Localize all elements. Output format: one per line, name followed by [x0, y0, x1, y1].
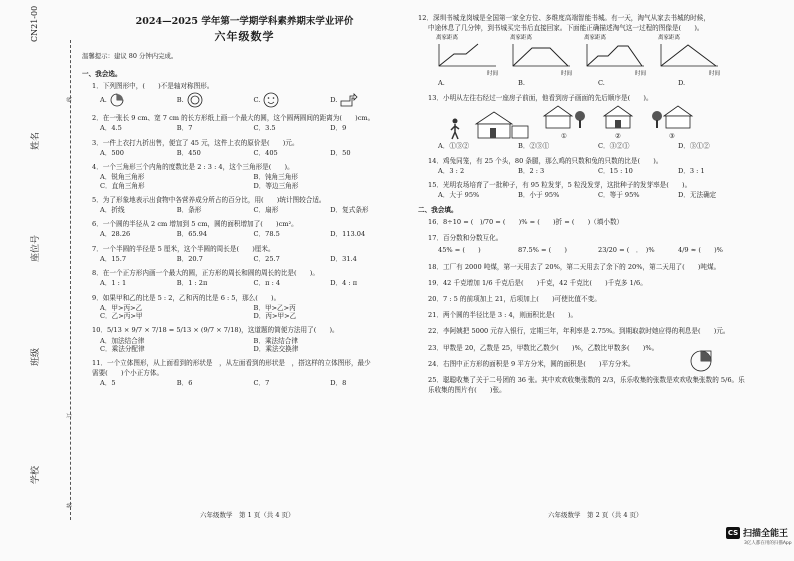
option-b: B．钝角三角形	[253, 173, 298, 182]
option-a: A．大于 95%	[438, 191, 480, 200]
question-22: 22．李阿姨把 5000 元存入银行，定期三年，年利率是 2.75%。到期取款时她应得的利息是( )元。	[428, 327, 730, 336]
option-a: A．5	[100, 379, 116, 388]
question-12-line-2: 中途休息了几分钟，到书城买完书后直接回家。下面能正确描述淘气这一过程的图像是( )。	[428, 24, 704, 33]
graph-x-label: 时间	[708, 70, 720, 77]
option-c: C．405	[253, 148, 278, 157]
question-25-line-2: 乐收集的图片有( )张。	[428, 386, 506, 395]
option-b: B．甲>乙>丙	[253, 303, 296, 312]
binding-cut-line	[70, 40, 71, 520]
question-5: 5．为了形象地表示出食物中各营养成分所占的百分比，用( )统计图较合适。	[92, 195, 326, 204]
scanner-subtitle: 3亿人都在用的扫描App	[743, 541, 792, 546]
class-label: 班级	[31, 347, 41, 366]
option-c: C．乘法分配律	[100, 344, 145, 353]
option-b: B．7	[176, 124, 193, 133]
house-front-icon	[472, 110, 532, 140]
option-b: B．1 : 2π	[176, 279, 208, 288]
question-18: 18．工厂有 2000 吨煤，第一天用去了 20%，第二天用去了余下的 20%，第二天用了( )吨煤。	[428, 262, 721, 271]
option-c: C．25.7	[253, 254, 280, 263]
question-4: 4．一个三角形三个内角的度数比是 2 : 3 : 4，这个三角形是( )。	[92, 163, 294, 172]
option-a: A．500	[100, 148, 124, 157]
question-3-options	[100, 149, 407, 157]
question-7: 7．一个半圆的半径是 5 厘米，这个半圆的周长是( )厘米。	[92, 244, 275, 253]
binding-mark-ding: 订	[67, 412, 73, 418]
exam-tip: 温馨提示：建议 80 分钟内完成。	[82, 51, 178, 60]
option-d: D．8	[330, 379, 347, 388]
question-8-options	[100, 279, 407, 287]
option-c: C．3.5	[253, 124, 276, 133]
option-d: D．9	[330, 124, 347, 133]
page-2-footer: 六年级数学 第 2 页（共 4 页）	[548, 511, 643, 519]
question-16: 16．8÷10 = ( )/70 = ( )% = ( )折 = ( )（填小数）	[428, 217, 624, 226]
option-d: D．31.4	[330, 254, 357, 263]
option-a: A.	[438, 79, 445, 88]
section-1-title: 一、我会选。	[82, 69, 122, 78]
house-view-3-icon	[650, 104, 694, 130]
arrow-step-shape-icon	[340, 93, 358, 107]
exam-page-2	[418, 14, 758, 403]
option-c: C.	[254, 92, 331, 108]
question-13: 13．小明从左往右经过一座房子前面，他看到房子画面的先后顺序是( )。	[428, 93, 653, 102]
house-view-1-icon	[542, 104, 586, 130]
option-a: A．28.26	[100, 230, 131, 239]
option-b: B．乘法结合律	[253, 336, 298, 345]
option-c: C．π : 4	[253, 279, 281, 288]
option-d: D．113.04	[330, 230, 366, 239]
option-d: D．3 : 1	[678, 166, 705, 175]
seat-number-label: 座位号	[31, 234, 41, 262]
question-11-options	[100, 379, 407, 387]
question-14: 14．鸡兔同笼，有 25 个头，80 条腿，那么鸡的只数和兔的只数的比是( )。	[428, 156, 663, 165]
scanner-title: 扫描全能王	[742, 529, 788, 539]
pacman-shape-icon	[110, 93, 124, 107]
question-12-line-1: 12．深圳书城龙岗城是全国第一家全方位、多维度高端智能书城。有一天，淘气从家去书城的时候，	[418, 14, 710, 22]
graph-c	[584, 35, 646, 77]
question-21: 21．两个圆的半径比是 3 : 4，则面积比是( )。	[428, 311, 578, 320]
option-d: D．③①②	[678, 142, 710, 151]
option-b: B．450	[176, 148, 201, 157]
option-a: A．折线	[100, 205, 125, 214]
option-d: D．丙>甲>乙	[253, 312, 297, 321]
house-view-2: ②	[596, 104, 640, 140]
option-c: C．乙>丙>甲	[100, 312, 143, 321]
option-a: A．锐角三角形	[100, 173, 145, 182]
question-9: 9．如果甲和乙的比是 5 : 2，乙和丙的比是 6 : 5，那么( )。	[92, 293, 281, 302]
question-11-line-2: 需要( )个小正方体。	[92, 369, 164, 378]
house-view-3: ③	[650, 104, 694, 140]
distance-time-graph-c-icon	[584, 42, 646, 68]
question-17-items	[438, 246, 758, 254]
distance-time-graph-a-icon	[436, 42, 498, 68]
option-b: B．2 : 3	[518, 166, 545, 175]
option-c: C．78.5	[253, 230, 280, 239]
conversion-item: 4/9 ≈ ( )%	[678, 246, 723, 255]
section-2-title: 二、我会填。	[418, 205, 458, 214]
graph-x-label: 时间	[486, 70, 498, 77]
option-b: B.	[518, 79, 525, 88]
scanner-watermark	[726, 526, 792, 546]
option-d: D．4 : π	[330, 279, 358, 288]
question-20: 20．7 : 5 的前项加上 21，后项加上( )可使比值不变。	[428, 294, 601, 303]
option-d: D．50	[330, 148, 351, 157]
graph-y-label: 离家距离	[658, 35, 681, 42]
question-12-graphs	[436, 35, 758, 77]
graph-y-label: 离家距离	[510, 35, 533, 42]
binding-mark-zhuang: 装	[67, 502, 73, 508]
option-a: A．1 : 1	[100, 279, 127, 288]
option-d: D．无法确定	[678, 191, 717, 200]
graph-x-label: 时间	[634, 70, 646, 77]
question-24-text: 24．右图中正方形的面积是 9 平方分米，圆的面积是( )平方分米。	[428, 359, 635, 368]
smiley-face-icon	[263, 92, 279, 108]
question-14-options	[438, 167, 758, 175]
question-6: 6．一个圆的半径从 2 cm 增加到 5 cm，圆的面积增加了( )cm²。	[92, 220, 298, 229]
question-1: 1．下列图形中，( )不是轴对称图形。	[92, 81, 214, 90]
option-b: B.	[177, 92, 254, 108]
distance-time-graph-d-icon	[658, 42, 720, 68]
question-25-line-1: 25．聪聪收集了关于二号团的 36 张。其中欢欢收集张数的 2/3，乐乐收集的张数是欢欢收集张数的 5/6。乐	[428, 376, 745, 385]
camscanner-logo-icon: CS	[727, 528, 739, 537]
concentric-circles-icon	[187, 92, 203, 108]
option-c: C．等于 95%	[598, 191, 640, 200]
question-3: 3．一件上衣打九折出售，便宜了 45 元，这件上衣的原价是( )元。	[92, 138, 299, 147]
option-b: B．小于 95%	[518, 191, 560, 200]
question-4-options	[100, 173, 407, 189]
distance-time-graph-b-icon	[510, 42, 572, 68]
question-2: 2．在一张长 9 cm、宽 7 cm 的长方形纸上画一个最大的圆，这个圆两圆间的距离为( )cm。	[92, 114, 375, 123]
exam-subtitle: 六年级数学	[214, 29, 275, 43]
exam-page-1	[82, 14, 407, 394]
question-19: 19．42 千克增加 1/6 千克后是( )千克，42 千克比( )千克多 1/6。	[428, 278, 647, 287]
graph-d	[658, 35, 720, 77]
option-c: C．15 : 10	[598, 166, 633, 175]
page-1-footer: 六年级数学 第 1 页（共 4 页）	[200, 511, 295, 519]
option-d: D．复式条形	[330, 205, 369, 214]
option-b: B．20.7	[176, 254, 203, 263]
paper-code: CN21-00	[30, 5, 39, 42]
option-b: B．②③①	[518, 142, 550, 151]
option-c: C．直角三角形	[100, 181, 145, 190]
question-15-options	[438, 191, 758, 199]
question-24	[428, 360, 758, 368]
question-2-options	[100, 124, 407, 132]
option-d: D．等边三角形	[253, 181, 299, 190]
question-1-figures	[100, 92, 407, 108]
name-label: 姓名	[31, 131, 41, 150]
option-b: B．6	[176, 379, 193, 388]
question-15: 15．光明农场培育了一批种子，有 95 粒发芽，5 粒没发芽，这批种子的发芽率是( )。	[428, 181, 692, 190]
walking-boy-icon	[448, 118, 462, 140]
option-a: A．甲>丙>乙	[100, 303, 143, 312]
graph-a	[436, 35, 498, 77]
option-b: B．条形	[176, 205, 202, 214]
binding-mark-xian: 线	[67, 96, 73, 102]
question-5-options	[100, 206, 407, 214]
option-a: A．3 : 2	[438, 166, 465, 175]
option-a: A．加法结合律	[100, 336, 145, 345]
question-13-houses	[448, 104, 758, 140]
conversion-item: 45% = ( )	[438, 246, 481, 255]
option-b: B．65.94	[176, 230, 208, 239]
option-c: C．③②①	[598, 142, 630, 151]
question-10-options	[100, 337, 407, 353]
question-9-options	[100, 304, 407, 320]
graph-b	[510, 35, 572, 77]
graph-y-label: 离家距离	[436, 35, 459, 42]
question-10: 10．5/13 × 9/7 × 7/18 = 5/13 × (9/7 × 7/18)，这道题的简便方法用了( )。	[92, 326, 339, 335]
option-c: C．扇形	[253, 205, 279, 214]
question-6-options	[100, 230, 407, 238]
option-d: D.	[678, 79, 686, 88]
binding-margin	[0, 0, 78, 561]
conversion-item: 87.5% = ( )	[518, 246, 567, 255]
question-17: 17．百分数和分数互化。	[428, 234, 503, 243]
question-11-line-1: 11．一个立体图形，从上面看到的形状是 ，从左面看到的形状是 ，搭这样的立体图形，最少	[92, 359, 371, 368]
option-a: A．15.7	[100, 254, 127, 263]
option-c: C.	[598, 79, 605, 88]
option-a: A.	[100, 93, 177, 107]
option-a: A．①③②	[438, 142, 470, 151]
question-7-options	[100, 255, 407, 263]
option-d: D.	[330, 93, 407, 107]
question-8: 8．在一个正方形内画一个最大的圆，正方形的周长和圆的周长的比是( )。	[92, 269, 319, 278]
question-23: 23．甲数是 20，乙数是 25，甲数比乙数少( )%，乙数比甲数多( )%。	[428, 343, 659, 352]
graph-x-label: 时间	[560, 70, 572, 77]
school-label: 学校	[31, 465, 41, 484]
house-view-2-icon	[596, 104, 640, 130]
house-view-1: ①	[542, 104, 586, 140]
exam-title: 2024—2025 学年第一学期学科素养期末学业评价	[135, 16, 354, 27]
conversion-item: 23/20 = ( ． )%	[598, 246, 655, 255]
option-c: C．7	[253, 379, 270, 388]
question-12-options	[438, 79, 758, 87]
square-circle-figure-icon	[690, 350, 712, 372]
graph-y-label: 离家距离	[584, 35, 607, 42]
option-a: A．4.5	[100, 124, 122, 133]
option-d: D．乘法交换律	[253, 344, 299, 353]
question-13-options	[438, 142, 758, 150]
